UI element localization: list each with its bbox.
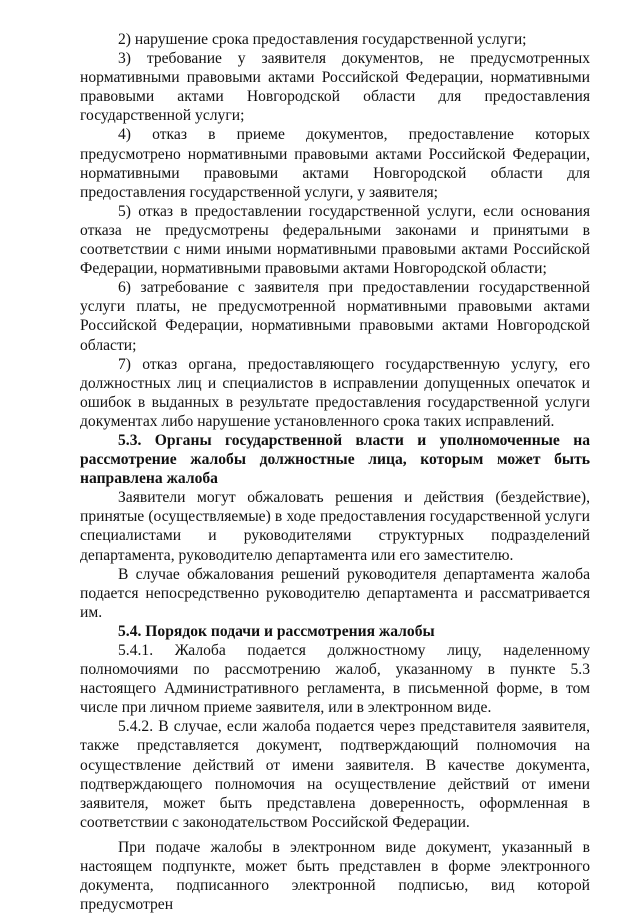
section-heading-5-4: 5.4. Порядок подачи и рассмотрения жалобы xyxy=(118,622,435,640)
paragraph-head-decisions: В случае обжалования решений руководителя департамента жалоба подается непосредственно руководителю департамента и рассматривается им. xyxy=(80,565,590,621)
paragraph-item-6: 6) затребование с заявителя при предоставлении государственной услуги платы, не предусмотренной нормативными правовыми актами Российской Федерации, нормативными правовыми актами Новгородской области; xyxy=(80,279,590,354)
paragraph-5-4-2: 5.4.2. В случае, если жалоба подается через представителя заявителя, также представляется документ, подтверждающий полномочия на осуществление действий от имени заявителя. В качестве документа, подтверждающего полномочия на осуществление действий от имени заявителя, может быть представлена доверенность, оформленная в соответствии с законодательством Российской Федерации. xyxy=(80,718,590,831)
document-page xyxy=(80,30,590,914)
paragraph-appeal-rights: Заявители могут обжаловать решения и действия (бездействие), принятые (осуществляемые) в ходе предоставления государственной услуги специалистами и руководителями структурных подразделений департамента, руководителю департамента или его заместителю. xyxy=(80,489,590,564)
paragraph-item-3: 3) требование у заявителя документов, не предусмотренных нормативными правовыми актами Российской Федерации, нормативными правовыми актами Новгородской области для предоставления государственной услуги; xyxy=(80,50,590,125)
paragraph-item-5: 5) отказ в предоставлении государственной услуги, если основания отказа не предусмотрены федеральными законами и принятыми в соответствии с ними иными нормативными правовыми актами Российской Федерации, нормативными правовыми актами Новгородской области; xyxy=(80,202,590,278)
paragraph-5-4-1: 5.4.1. Жалоба подается должностному лицу, наделенному полномочиями по рассмотрению жалоб, указанному в пункте 5.3 настоящего Административного регламента, в письменной форме, в том числе при личном приеме заявителя, или в электронном виде. xyxy=(80,642,590,717)
paragraph-item-2: 2) нарушение срока предоставления государственной услуги; xyxy=(118,31,527,48)
paragraph-electronic-submission: При подаче жалобы в электронном виде документ, указанный в настоящем подпункте, может быть представлен в форме электронного документа, подписанного электронной подписью, вид которой предусмотрен xyxy=(80,838,590,914)
paragraph-item-7: 7) отказ органа, предоставляющего государственную услугу, его должностных лиц и специалистов в исправлении допущенных опечаток и ошибок в выданных в результате предоставления государственной услуги документах либо нарушение установленного срока таких исправлений. xyxy=(80,355,590,430)
paragraph-item-4: 4) отказ в приеме документов, предоставление которых предусмотрено нормативными правовыми актами Российской Федерации, нормативными правовыми актами Новгородской области для предоставления государственной услуги, у заявителя; xyxy=(80,126,590,201)
section-heading-5-3: 5.3. Органы государственной власти и уполномоченные на рассмотрение жалобы должностные лица, которым может быть направлена жалоба xyxy=(80,431,590,488)
